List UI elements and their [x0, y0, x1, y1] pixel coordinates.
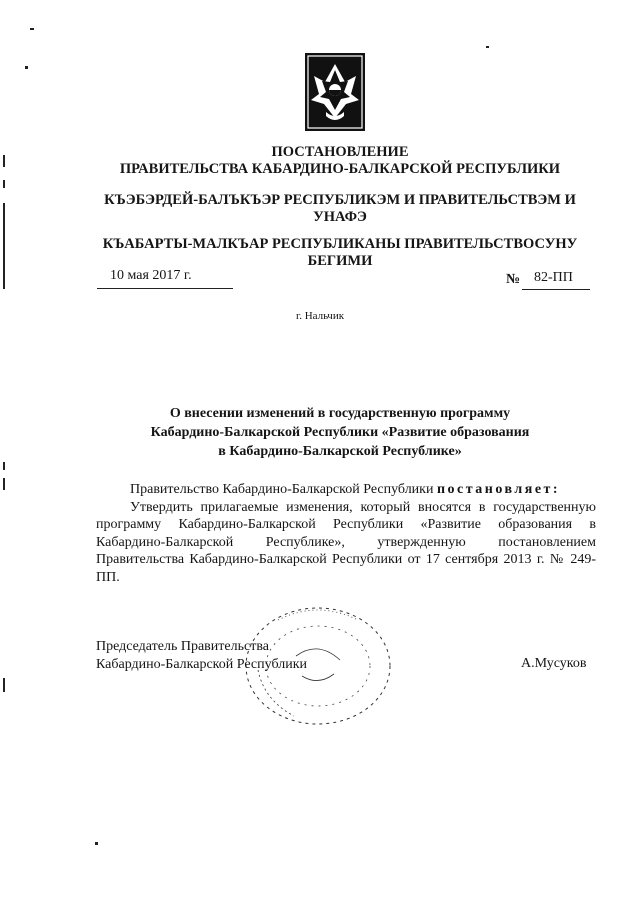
scan-margin-mark: [3, 180, 5, 188]
scan-margin-mark: [3, 203, 5, 289]
scan-speck: [95, 842, 98, 845]
scan-margin-mark: [3, 678, 5, 692]
subject-line: в Кабардино-Балкарской Республике»: [218, 444, 462, 459]
scan-speck: [486, 46, 489, 48]
signer-title-line: Кабардино-Балкарской Республики: [96, 657, 307, 672]
issuer-title-kabardian: КЪЭБЭРДЕЙ-БАЛЪКЪЭР РЕСПУБЛИКЭМ И ПРАВИТЕЛЬСТВЭМ И УНАФЭ: [104, 192, 576, 225]
document-date: 10 мая 2017 г.: [110, 268, 192, 283]
signer-title-line: Председатель Правительства: [96, 639, 269, 654]
scan-speck: [30, 28, 34, 30]
date-underline: [97, 288, 233, 289]
signer-name: А.Мусуков: [521, 656, 587, 671]
document-number: 82-ПП: [534, 270, 573, 285]
document-subject: [110, 404, 570, 461]
issuer-title-russian: ПРАВИТЕЛЬСТВА КАБАРДИНО-БАЛКАРСКОЙ РЕСПУБЛИКИ: [119, 161, 561, 177]
document-type-title: ПОСТАНОВЛЕНИЕ: [271, 144, 409, 160]
scan-margin-mark: [3, 462, 5, 470]
issuer-title-balkarian: КЪАБАРТЫ-МАЛКЪАР РЕСПУБЛИКАНЫ ПРАВИТЕЛЬСТВОСУНУ БЕГИМИ: [102, 236, 578, 269]
number-label: №: [506, 272, 521, 287]
document-body: [96, 481, 596, 587]
scan-speck: [25, 66, 28, 69]
resolution-intro-text: Правительство Кабардино-Балкарской Республики: [130, 482, 437, 497]
subject-line: Кабардино-Балкарской Республики «Развитие образования: [150, 425, 530, 440]
scan-margin-mark: [3, 478, 5, 490]
document-city: г. Нальчик: [295, 310, 345, 322]
coat-of-arms-icon: [304, 52, 366, 132]
scan-margin-mark: [3, 155, 5, 167]
subject-line: О внесении изменений в государственную программу: [169, 406, 511, 421]
resolution-clause: Утвердить прилагаемые изменения, который вносятся в государственную программу Кабардино-Балкарской Республики «Развитие образования в Кабардино-Балкарской Республике», утвержденную постановлением Правительства Кабардино-Балкарской Республики от 17 сентября 2013 г. № 249-ПП.: [96, 499, 596, 585]
signer-title: [96, 638, 307, 674]
number-underline: [522, 289, 590, 290]
resolution-intro: [96, 481, 596, 499]
resolution-verb: постановляет:: [436, 482, 561, 497]
